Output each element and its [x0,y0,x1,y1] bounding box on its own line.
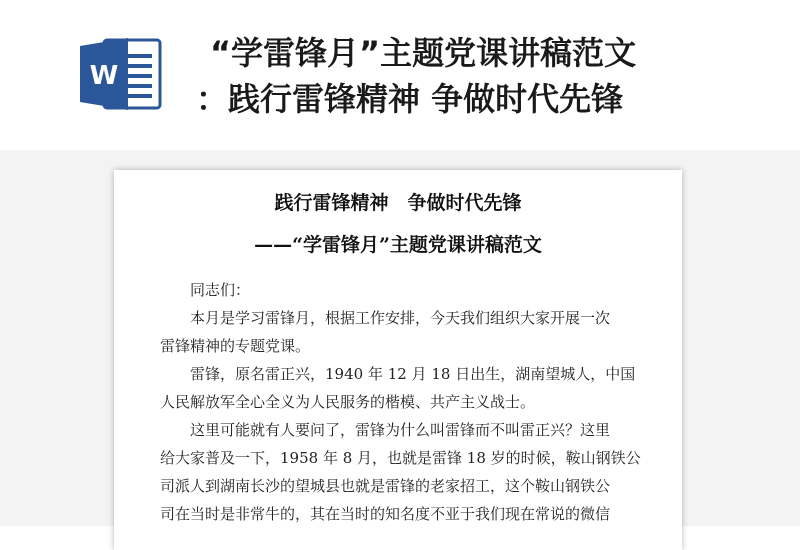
word-icon-letter: W [89,61,119,91]
paragraph-line: 这里可能就有人要问了，雷锋为什么叫雷锋而不叫雷正兴？这里 [190,421,611,439]
document-page [114,170,682,550]
paragraph-line: 同志们： [190,281,251,299]
document-title: 践行雷锋精神 争做时代先锋 [274,192,522,214]
paragraph-line: 本月是学习雷锋月，根据工作安排，今天我们组织大家开展一次 [190,309,611,327]
document-subtitle: ——“学雷锋月”主题党课讲稿范文 [254,234,542,256]
paragraph-line: 雷锋，原名雷正兴，1940 年 12 月 18 日出生，湖南望城人，中国 [190,365,636,383]
paragraph-line: 司派人到湖南长沙的望城县也就是雷锋的老家招工，这个鞍山钢铁公 [160,477,611,495]
paragraph-line: 人民解放军全心全义为人民服务的楷模、共产主义战士。 [160,393,536,411]
banner-title [196,30,786,122]
word-document-icon [76,34,168,114]
banner-title-line-2: ：践行雷锋精神 争做时代先锋 [196,80,624,118]
header-banner [0,0,800,150]
banner-title-line-1: “学雷锋月”主题党课讲稿范文 [210,34,637,72]
paragraph-line: 给大家普及一下，1958 年 8 月，也就是雷锋 18 岁的时候，鞍山钢铁公 [160,449,641,467]
paragraph-line: 雷锋精神的专题党课。 [160,337,311,355]
paragraph-line: 司在当时是非常牛的，其在当时的知名度不亚于我们现在常说的微信 [160,505,611,523]
